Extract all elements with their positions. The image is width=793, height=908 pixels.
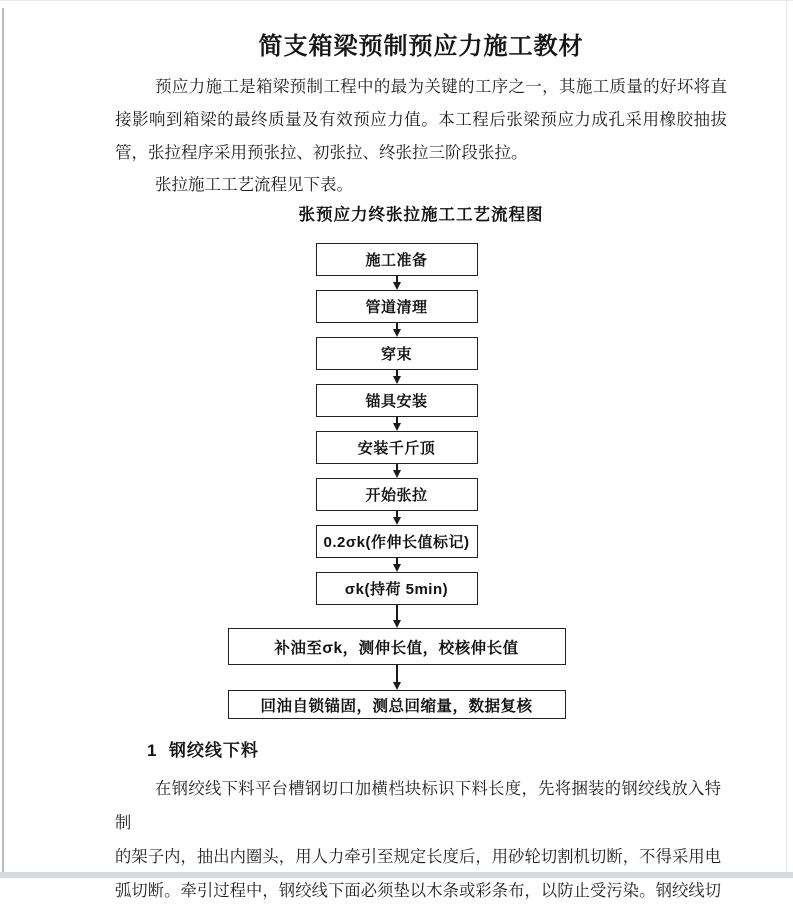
flowchart: [0, 243, 793, 719]
flow-step-anchor-lock-verify: 回油自锁锚固，测总回缩量，数据复核: [228, 690, 566, 719]
flow-step-construction-prep: 施工准备: [316, 243, 478, 276]
paragraph-line: 接影响到箱梁的最终质量及有效预应力值。本工程后张梁预应力成孔采用橡胶抽拔: [115, 110, 727, 129]
arrow-down-icon: [393, 370, 401, 384]
paragraph-line: 预应力施工是箱梁预制工程中的最为关键的工序之一，其施工质量的好坏将直: [155, 77, 727, 96]
paragraph-line: 在钢绞线下料平台槽钢切口加横档块标识下料长度，先将捆装的钢绞线放入特制: [115, 779, 721, 832]
arrow-down-icon: [393, 558, 401, 572]
flow-step-top-up-check: 补油至σk，测伸长值，校核伸长值: [228, 628, 566, 665]
section-heading: 1 钢绞线下料: [147, 741, 259, 760]
arrow-down-icon: [393, 605, 401, 628]
paragraph-line: 的架子内，抽出内圈头，用人力牵引至规定长度后，用砂轮切割机切断，不得采用电: [115, 847, 721, 866]
flow-step-duct-cleaning: 管道清理: [316, 290, 478, 323]
flow-step-strand-threading: 穿束: [316, 337, 478, 370]
flow-step-start-tensioning: 开始张拉: [316, 478, 478, 511]
flow-step-hold-load: σk(持荷 5min): [316, 572, 478, 605]
document-title: 简支箱梁预制预应力施工教材: [258, 34, 584, 60]
page-edge-top: [0, 0, 793, 1]
arrow-down-icon: [393, 417, 401, 431]
paragraph-line: 弧切断。牵引过程中，钢绞线下面必须垫以木条或彩条布，以防止受污染。钢绞线切: [115, 881, 721, 900]
arrow-down-icon: [393, 323, 401, 337]
flowchart-title: 张预应力终张拉施工工艺流程图: [298, 206, 544, 224]
flow-step-jack-install: 安装千斤顶: [316, 431, 478, 464]
paragraph-line: 管，张拉程序采用预张拉、初张拉、终张拉三阶段张拉。: [115, 143, 528, 162]
arrow-down-icon: [393, 665, 401, 690]
paragraph-flow-reference: 张拉施工工艺流程见下表。: [155, 175, 353, 194]
flow-step-anchor-install: 锚具安装: [316, 384, 478, 417]
arrow-down-icon: [393, 276, 401, 290]
flow-step-mark-elongation: 0.2σk(作伸长值标记): [316, 525, 478, 558]
paragraph-intro: [115, 70, 727, 169]
paragraph-strand-cutting: [115, 772, 721, 900]
arrow-down-icon: [393, 464, 401, 478]
arrow-down-icon: [393, 511, 401, 525]
